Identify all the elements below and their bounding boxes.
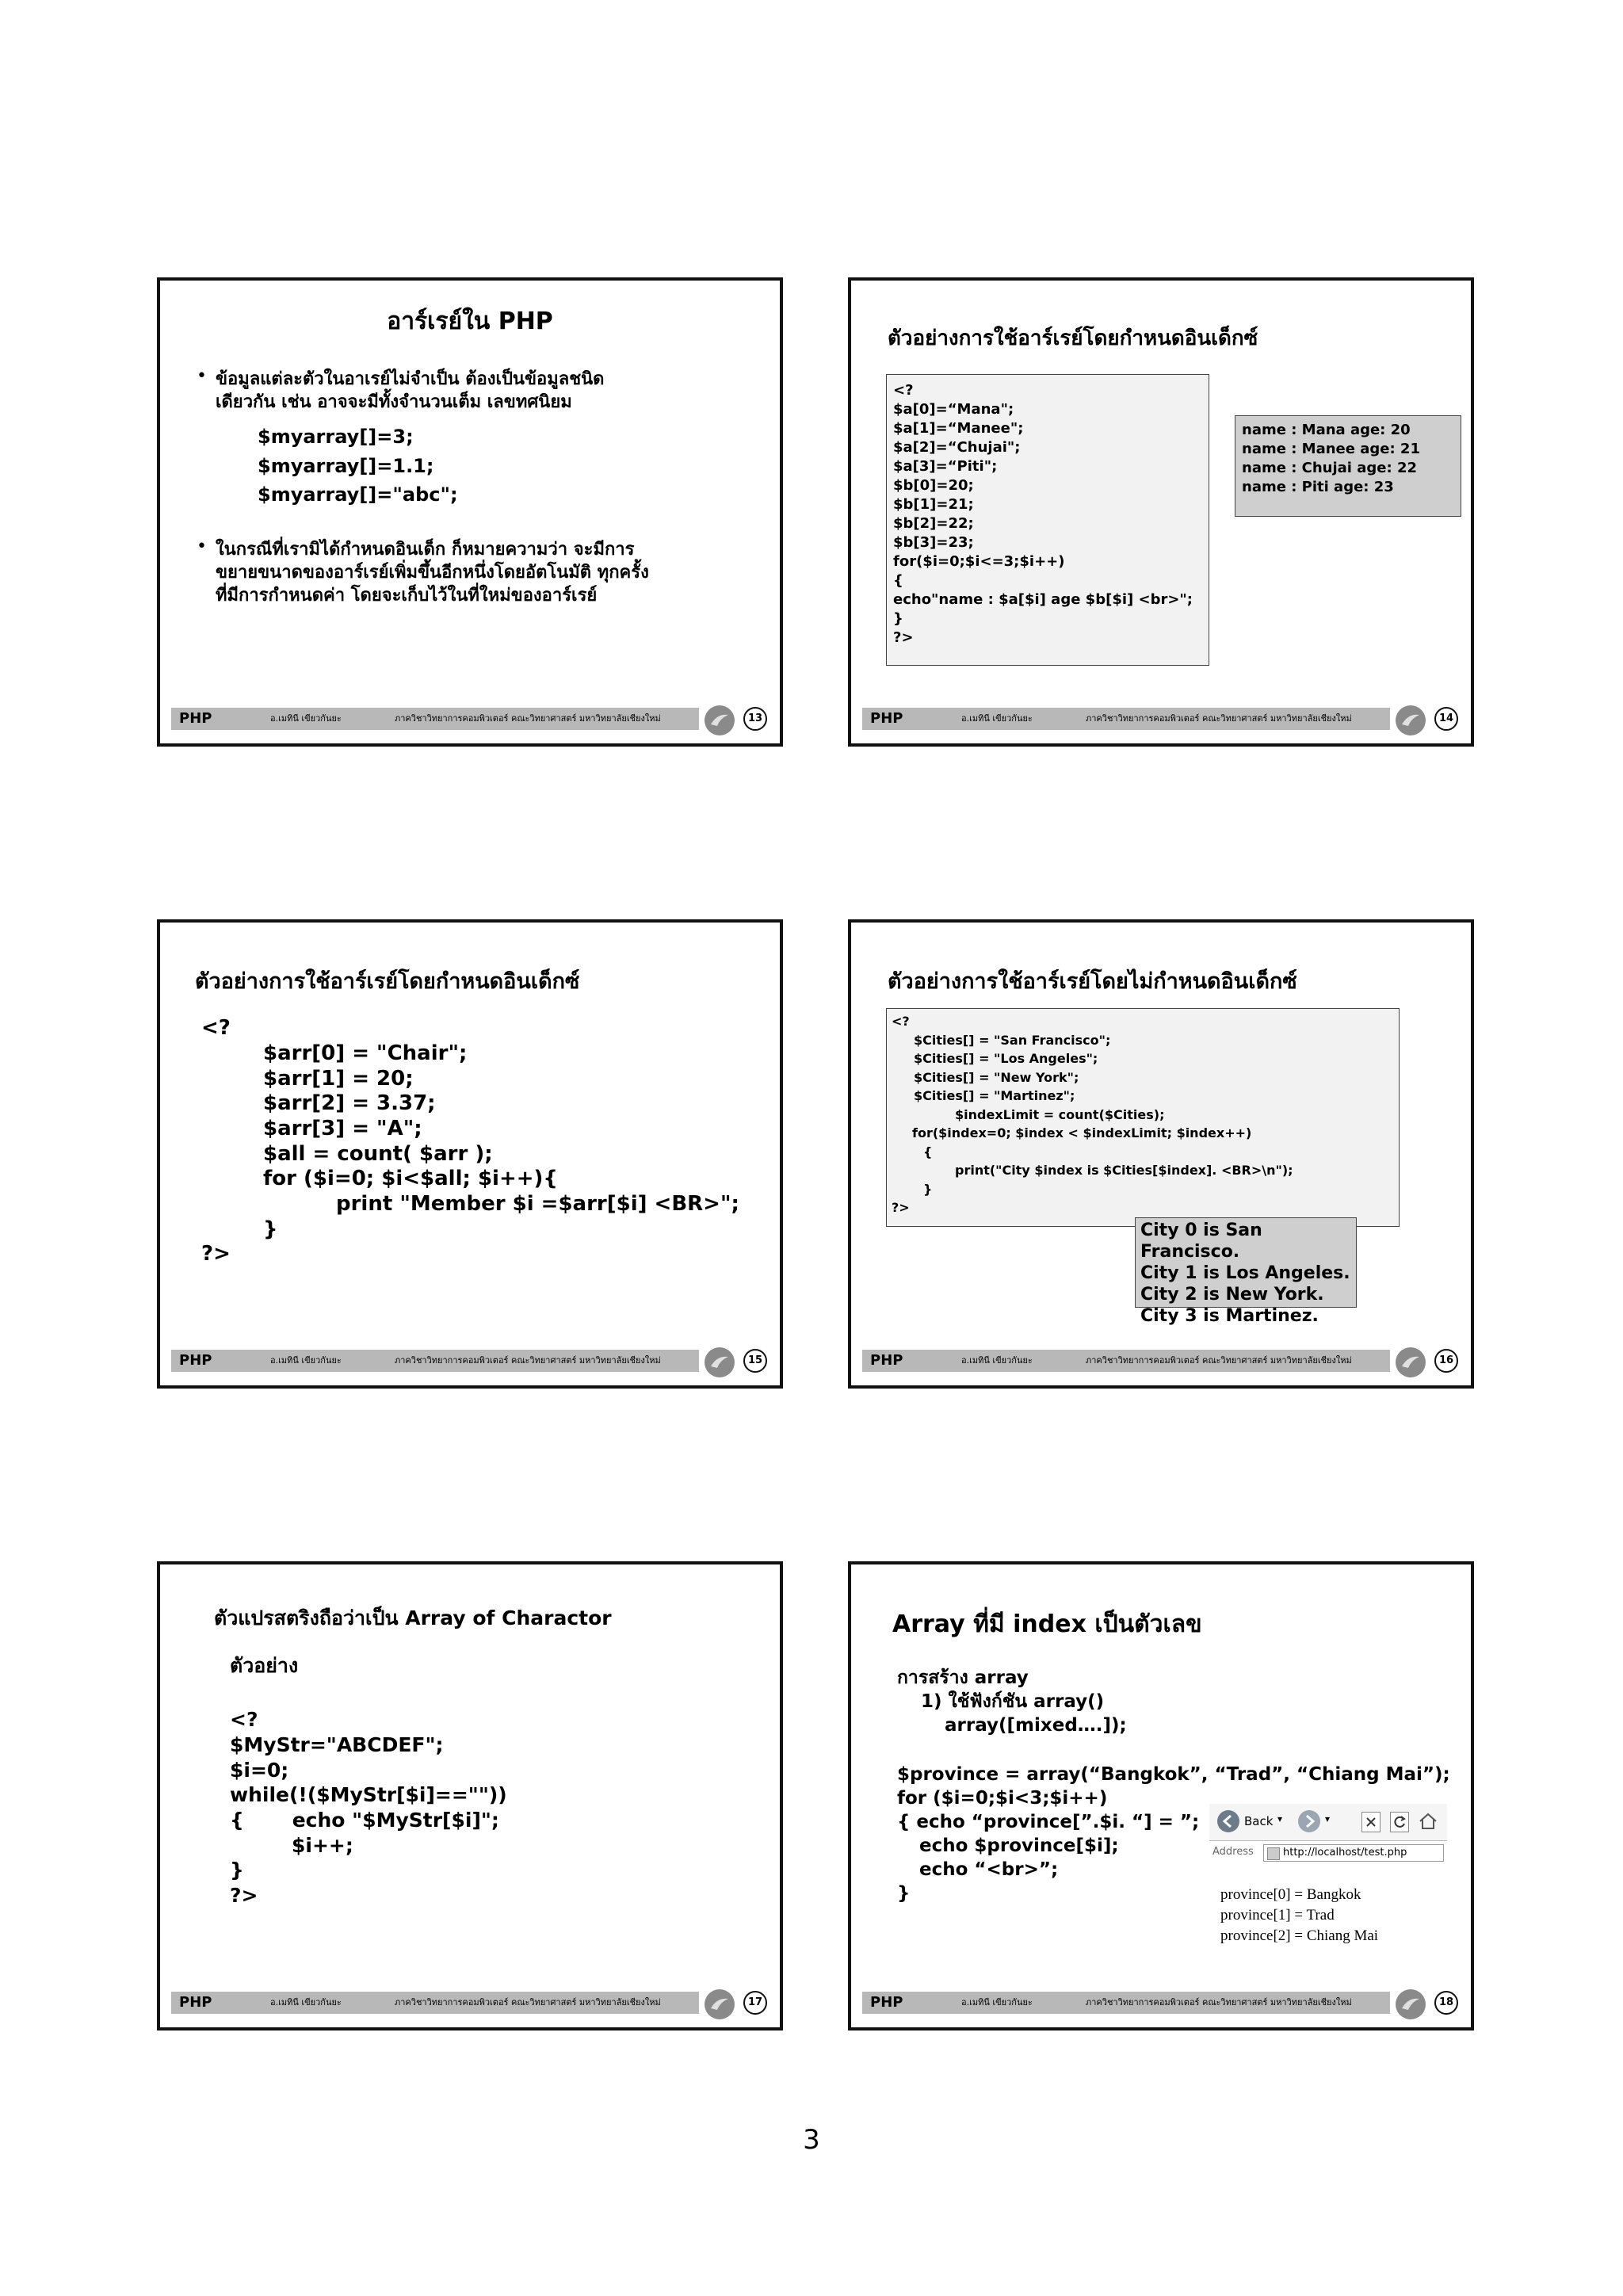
bullet-dot: • (197, 366, 207, 386)
code-line: $a[1]=“Manee"; (893, 420, 1024, 437)
forward-icon[interactable] (1298, 1810, 1320, 1832)
code-line: { echo "$MyStr[$i]"; (230, 1809, 499, 1832)
text-line: ในกรณีที่เรามิได้กำหนดอินเด็ก ก็หมายความว่า จะมีการ (216, 540, 635, 560)
code-line: { (893, 572, 903, 589)
footer-author: อ.เมทินี เขียวกันยะ (270, 713, 342, 724)
footer-course: PHP (870, 1352, 903, 1369)
code-line: echo $province[$i]; (919, 1836, 1119, 1856)
code-line: print "Member $i =$arr[$i] <BR>"; (336, 1192, 739, 1216)
code-line: $i++; (292, 1834, 353, 1857)
slide-18 (848, 1561, 1474, 2030)
slide-title: ตัวอย่างการใช้อาร์เรย์โดยกำหนดอินเด็กซ์ (195, 969, 580, 994)
bullet-text (216, 538, 754, 607)
code-line: $all = count( $arr ); (263, 1142, 493, 1166)
footer-department: ภาควิชาวิทยาการคอมพิวเตอร์ คณะวิทยาศาสตร์ มหาวิทยาลัยเชียงใหม่ (1086, 1997, 1352, 2008)
slide-number: 13 (743, 707, 767, 731)
code-line: $MyStr="ABCDEF"; (230, 1733, 444, 1756)
output-line: province[2] = Chiang Mai (1220, 1927, 1379, 1944)
code-line: $arr[0] = "Chair"; (263, 1041, 468, 1065)
slide-footer (862, 1347, 1460, 1377)
text-line: ที่มีการกำหนดค่า โดยจะเก็บไว้ในที่ใหม่ของอาร์เรย์ (216, 586, 598, 606)
browser-toolbar (1209, 1804, 1447, 1841)
code-line: $a[0]=“Mana"; (893, 401, 1014, 418)
code-line: $Cities[] = "Martinez"; (914, 1088, 1075, 1103)
slide-title: อาร์เรย์ใน PHP (387, 308, 553, 335)
code-line: } (923, 1181, 933, 1197)
footer-author: อ.เมทินี เขียวกันยะ (961, 1997, 1033, 2008)
slide-14 (848, 277, 1474, 747)
slide-number: 14 (1434, 707, 1458, 731)
url-input[interactable] (1263, 1844, 1444, 1862)
code-line: $a[2]=“Chujai"; (893, 439, 1021, 456)
code-line: $myarray[]=1.1; (258, 455, 434, 477)
logo-icon (705, 1989, 735, 2019)
slide-16 (848, 919, 1474, 1389)
step-label: 1) ใช้ฟังก์ชัน array() (921, 1691, 1105, 1712)
output-box (1135, 1217, 1357, 1326)
bullet-text (216, 368, 731, 414)
code-line: echo"name : $a[$i] age $b[$i] <br>"; (893, 591, 1193, 608)
footer-department: ภาควิชาวิทยาการคอมพิวเตอร์ คณะวิทยาศาสตร์ มหาวิทยาลัยเชียงใหม่ (1086, 713, 1352, 724)
code-line: { (923, 1144, 933, 1159)
footer-course: PHP (179, 1994, 212, 2011)
code-line: $myarray[]=3; (258, 426, 414, 448)
code-line: <? (201, 1016, 231, 1040)
code-line: for($i=0;$i<=3;$i++) (893, 553, 1065, 570)
slide-number: 16 (1434, 1349, 1458, 1373)
output-line: name : Mana age: 20 (1242, 422, 1411, 438)
code-box (886, 1008, 1400, 1227)
code-line: $b[2]=22; (893, 515, 974, 532)
logo-icon (1396, 1989, 1426, 2019)
code-line: ?> (201, 1242, 231, 1266)
output-box (1235, 415, 1461, 517)
slide-number: 15 (743, 1349, 767, 1373)
home-icon[interactable] (1417, 1810, 1439, 1832)
code-line: } (230, 1859, 244, 1881)
back-icon[interactable] (1217, 1810, 1239, 1832)
code-line: $b[0]=20; (893, 477, 974, 494)
footer-course: PHP (179, 1352, 212, 1369)
code-line: <? (892, 1014, 910, 1029)
code-line: $Cities[] = "San Francisco"; (914, 1032, 1111, 1048)
code-line: } (893, 610, 903, 627)
code-line: $i=0; (230, 1759, 289, 1782)
code-line: $arr[2] = 3.37; (263, 1091, 436, 1115)
code-line: $indexLimit = count($Cities); (955, 1106, 1165, 1122)
footer-author: อ.เมทินี เขียวกันยะ (961, 713, 1033, 724)
example-label: ตัวอย่าง (230, 1654, 299, 1677)
browser-screenshot (1209, 1804, 1447, 1967)
code-line: $b[3]=23; (893, 534, 974, 551)
subtitle: การสร้าง array (897, 1668, 1029, 1688)
code-line: $a[3]=“Piti"; (893, 458, 998, 475)
logo-icon (1396, 1347, 1426, 1377)
address-label: Address (1212, 1846, 1254, 1858)
code-line: <? (893, 382, 914, 399)
code-line: ?> (893, 629, 914, 646)
slide-title: Array ที่มี index เป็นตัวเลข (892, 1610, 1202, 1638)
page-number: 3 (803, 2124, 820, 2156)
footer-author: อ.เมทินี เขียวกันยะ (270, 1997, 342, 2008)
back-label[interactable]: Back (1244, 1814, 1274, 1828)
output-line: province[0] = Bangkok (1220, 1886, 1361, 1903)
footer-department: ภาควิชาวิทยาการคอมพิวเตอร์ คณะวิทยาศาสตร์ มหาวิทยาลัยเชียงใหม่ (395, 713, 661, 724)
slide-title: ตัวแปรสตริงถือว่าเป็น Array of Charactor (214, 1606, 612, 1629)
address-bar (1209, 1842, 1447, 1864)
logo-icon (1396, 705, 1426, 735)
code-line: ?> (892, 1200, 910, 1215)
code-line: ?> (230, 1884, 258, 1907)
footer-department: ภาควิชาวิทยาการคอมพิวเตอร์ คณะวิทยาศาสตร์ มหาวิทยาลัยเชียงใหม่ (1086, 1355, 1352, 1366)
output-line: City 1 is Los Angeles. (1140, 1263, 1350, 1283)
code-line: $arr[3] = "A"; (263, 1117, 422, 1140)
slide-17 (157, 1561, 783, 2030)
output-line: City 3 is Martinez. (1140, 1306, 1319, 1326)
slide-footer (171, 1347, 769, 1377)
slide-footer (862, 1989, 1460, 2019)
stop-icon[interactable] (1361, 1812, 1381, 1832)
footer-author: อ.เมทินี เขียวกันยะ (270, 1355, 342, 1366)
logo-icon (705, 705, 735, 735)
code-line: $myarray[]="abc"; (258, 483, 458, 506)
code-line: $Cities[] = "Los Angeles"; (914, 1051, 1098, 1066)
text-line: เดียวกัน เช่น อาจจะมีทั้งจำนวนเต็ม เลขทศนิยม (216, 392, 572, 412)
footer-course: PHP (870, 1994, 903, 2011)
code-line: } (897, 1883, 911, 1904)
chevron-down-icon[interactable]: ▾ (1277, 1813, 1283, 1824)
slide-footer (171, 705, 769, 735)
output-line: City 2 is New York. (1140, 1285, 1324, 1305)
browser-content (1220, 1885, 1378, 1946)
output-line: province[1] = Trad (1220, 1907, 1335, 1924)
footer-department: ภาควิชาวิทยาการคอมพิวเตอร์ คณะวิทยาศาสตร์ มหาวิทยาลัยเชียงใหม่ (395, 1997, 661, 2008)
code-line: } (263, 1217, 278, 1241)
text-line: ขยายขนาดของอาร์เรย์เพิ่มขึ้นอีกหนึ่งโดยอัตโนมัติ ทุกครั้ง (216, 563, 649, 583)
slide-15 (157, 919, 783, 1389)
slide-number: 17 (743, 1991, 767, 2015)
code-line: for ($i=0; $i<$all; $i++){ (263, 1167, 558, 1190)
output-line: name : Manee age: 21 (1242, 441, 1420, 457)
slide-number: 18 (1434, 1991, 1458, 2015)
code-line: $Cities[] = "New York"; (914, 1069, 1079, 1085)
footer-course: PHP (179, 710, 212, 727)
code-line: echo “<br>”; (919, 1859, 1059, 1880)
slide-title: ตัวอย่างการใช้อาร์เรย์โดยไม่กำหนดอินเด็กซ์ (888, 969, 1297, 994)
code-box (886, 374, 1209, 666)
code-line: while(!($MyStr[$i]=="")) (230, 1783, 507, 1806)
text-line: ข้อมูลแต่ละตัวในอาเรย์ไม่จำเป็น ต้องเป็นข้อมูลชนิด (216, 369, 605, 389)
code-line: for ($i=0;$i<3;$i++) (897, 1788, 1108, 1809)
page-icon (1267, 1847, 1280, 1860)
code-line: for($index=0; $index < $indexLimit; $index++) (912, 1125, 1252, 1140)
code-line: $arr[1] = 20; (263, 1067, 414, 1091)
refresh-icon[interactable] (1390, 1812, 1409, 1832)
chevron-down-icon[interactable]: ▾ (1325, 1813, 1331, 1824)
code-line: <? (230, 1708, 258, 1731)
slide-footer (862, 705, 1460, 735)
footer-course: PHP (870, 710, 903, 727)
syntax-line: array([mixed….]); (945, 1715, 1127, 1736)
footer-department: ภาควิชาวิทยาการคอมพิวเตอร์ คณะวิทยาศาสตร์ มหาวิทยาลัยเชียงใหม่ (395, 1355, 661, 1366)
slide-footer (171, 1989, 769, 2019)
output-line: name : Piti age: 23 (1242, 479, 1394, 495)
output-line: City 0 is San Francisco. (1140, 1221, 1262, 1262)
output-line: name : Chujai age: 22 (1242, 460, 1418, 476)
footer-author: อ.เมทินี เขียวกันยะ (961, 1355, 1033, 1366)
slide-13 (157, 277, 783, 747)
code-line: { echo “province[”.$i. “] = ”; (897, 1812, 1200, 1832)
slide-title: ตัวอย่างการใช้อาร์เรย์โดยกำหนดอินเด็กซ์ (888, 327, 1258, 350)
code-line: $province = array(“Bangkok”, “Trad”, “Chiang Mai”); (897, 1764, 1450, 1785)
url-text: http://localhost/test.php (1283, 1847, 1407, 1859)
code-line: print("City $index is $Cities[$index]. <BR>\n"); (955, 1163, 1293, 1178)
code-line: $b[1]=21; (893, 496, 974, 513)
logo-icon (705, 1347, 735, 1377)
bullet-dot: • (197, 537, 207, 556)
